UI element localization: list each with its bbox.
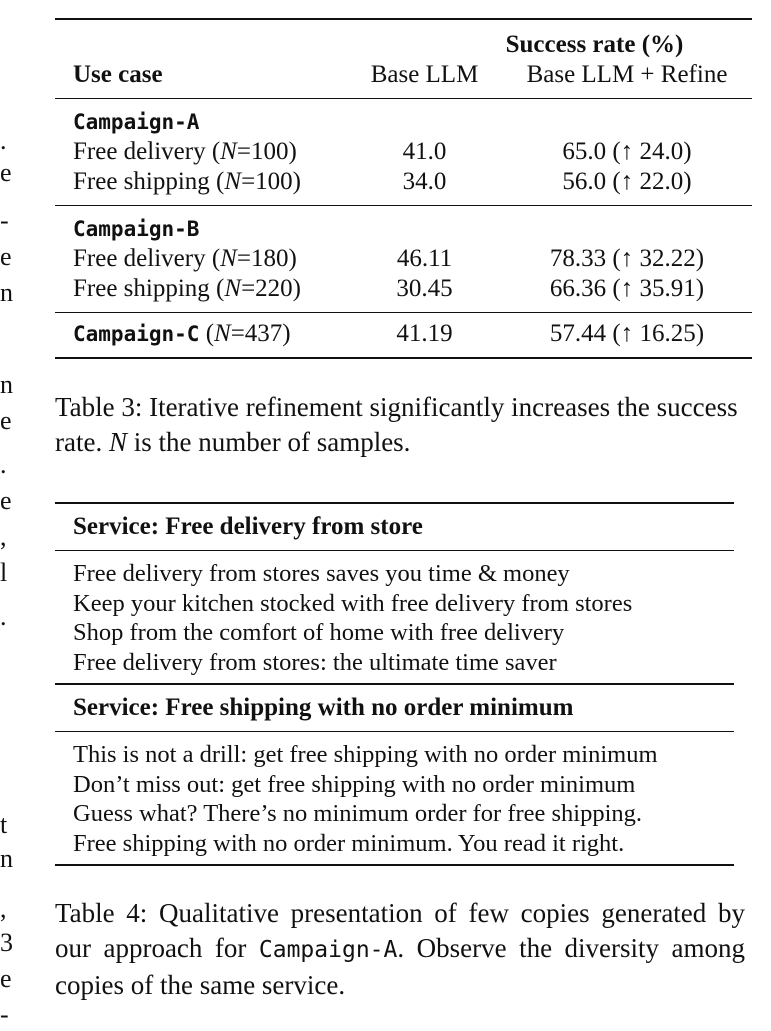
list-item: Don’t miss out: get free shipping with no order minimum: [73, 770, 636, 798]
list-item: Free delivery from stores saves you time & money: [73, 560, 570, 587]
base-value: 41.19: [396, 320, 453, 347]
col-header-base-llm-refine: Base LLM + Refine: [526, 61, 728, 88]
refine-value: 66.36 (↑ 35.91): [549, 275, 705, 302]
margin-fragment: t: [0, 810, 8, 839]
margin-fragment: .: [0, 126, 7, 155]
margin-fragment: e: [0, 406, 12, 435]
list-item: Guess what? There’s no minimum order for free shipping.: [73, 800, 643, 827]
refine-value: 78.33 (↑ 32.22): [549, 245, 705, 272]
campaign-a-reference: Campaign-A: [258, 937, 398, 963]
margin-fragment: ,: [0, 894, 7, 923]
table-4-caption: Table 4: Qualitative presentation of few copies generated by our approach for Campaign-A. Observe the diversity among copies of the same service.: [55, 898, 745, 1000]
margin-fragment: 3: [0, 928, 13, 957]
margin-fragment: e: [0, 486, 12, 515]
col-header-use-case: Use case: [73, 61, 163, 88]
service-copies: [55, 551, 734, 683]
table-row: Free delivery (N=180) 46.11 78.33 (↑ 32.22): [55, 244, 752, 274]
service-title: Service: Free shipping with no order minimum: [55, 685, 734, 732]
margin-fragment: -: [0, 206, 9, 235]
campaign-a-label: Campaign-A: [73, 110, 200, 134]
campaign-b-label: Campaign-B: [73, 217, 200, 241]
service-title: Service: Free delivery from store: [55, 504, 734, 551]
table-row: Free shipping (N=100) 34.0 56.0 (↑ 22.0): [55, 167, 752, 206]
base-value: 41.0: [402, 138, 447, 165]
col-header-base-llm: Base LLM: [370, 61, 479, 88]
margin-fragment: n: [0, 370, 13, 399]
margin-fragment: .: [0, 450, 7, 479]
base-value: 34.0: [402, 168, 447, 195]
table-row: Free shipping (N=220) 30.45 66.36 (↑ 35.91): [55, 274, 752, 313]
base-value: 30.45: [396, 275, 453, 302]
margin-fragment: n: [0, 278, 13, 307]
list-item: Shop from the comfort of home with free delivery: [73, 619, 565, 646]
table-row: Free delivery (N=100) 41.0 65.0 (↑ 24.0): [55, 137, 752, 167]
refine-value: 56.0 (↑ 22.0): [562, 168, 692, 195]
table-3-caption: Table 3: Iterative refinement significantly increases the success rate. N is the number of samples.: [55, 392, 738, 457]
table-4: [55, 502, 734, 866]
refine-value: 57.44 (↑ 16.25): [549, 320, 705, 347]
refine-value: 65.0 (↑ 24.0): [562, 138, 692, 165]
margin-fragment: e: [0, 242, 12, 271]
service-block: [55, 502, 734, 683]
table-3: [55, 18, 752, 359]
margin-fragment: n: [0, 844, 13, 873]
list-item: Free shipping with no order minimum. You read it right.: [73, 829, 625, 857]
service-block: [55, 683, 734, 866]
service-copies: [55, 732, 734, 864]
group-header-success-rate: Success rate (%): [505, 31, 684, 58]
margin-fragment: ,: [0, 522, 7, 551]
margin-fragment: e: [0, 964, 12, 993]
margin-fragment: .: [0, 602, 7, 631]
margin-fragment: l: [0, 558, 8, 587]
list-item: Free delivery from stores: the ultimate time saver: [73, 648, 557, 676]
base-value: 46.11: [396, 245, 453, 272]
table-row: Campaign-C (N=437) 41.19 57.44 (↑ 16.25): [55, 313, 752, 359]
campaign-c-label: Campaign-C: [73, 322, 200, 346]
margin-fragment: e: [0, 158, 12, 187]
margin-fragment: -: [0, 1000, 9, 1029]
list-item: Keep your kitchen stocked with free delivery from stores: [73, 589, 633, 617]
list-item: This is not a drill: get free shipping with no order minimum: [73, 741, 658, 768]
